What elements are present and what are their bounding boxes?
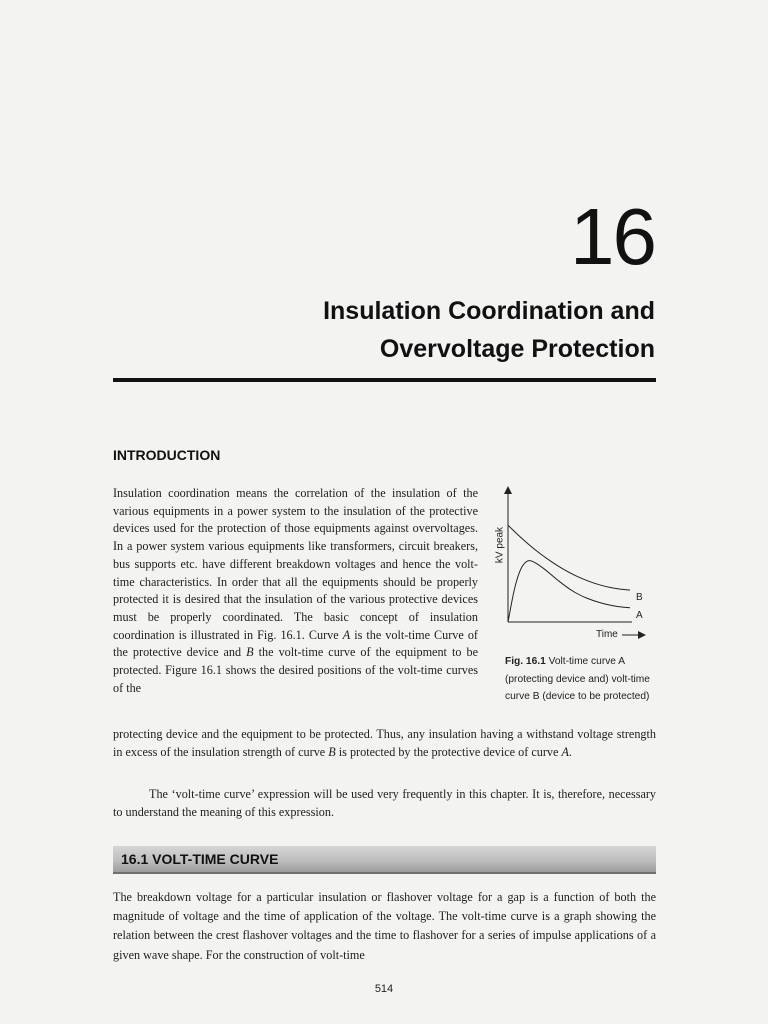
section-16-1-heading: 16.1 VOLT-TIME CURVE bbox=[121, 851, 279, 867]
intro-text-curve-mid: is the volt-time Curve of the protective device and bbox=[113, 627, 478, 660]
curve-b-ref-2: B bbox=[328, 744, 336, 759]
section-16-1-paragraph: The breakdown voltage for a particular insulation or flashover voltage for a gap is a function of both the magnitude of voltage and the time of application of the voltage. The volt-time curve is a graph showing the relation between the crest flashover voltages and the time to flashover for a series of impulse applications of a given wave shape. For the construction of volt-time bbox=[113, 890, 656, 962]
x-axis-label: Time bbox=[596, 629, 618, 640]
chapter-title-line-1: Insulation Coordination and bbox=[323, 297, 655, 325]
curve-b-ref: B bbox=[246, 645, 254, 660]
introduction-paragraph-1 bbox=[113, 485, 478, 697]
curve-a-ref-2: A bbox=[561, 744, 569, 759]
chapter-number: 16 bbox=[570, 192, 655, 281]
introduction-paragraph-2: The ‘volt-time curve’ expression will be used very frequently in this chapter. It is, therefore, necessary to understand the meaning of this expression. bbox=[113, 787, 656, 819]
chapter-title-line-2: Overvoltage Protection bbox=[379, 335, 655, 363]
intro-cont-text-mid: is protected by the protective device of curve bbox=[335, 744, 562, 759]
volt-time-chart bbox=[490, 484, 656, 654]
curve-a-label: A bbox=[636, 610, 643, 621]
title-rule bbox=[113, 378, 656, 382]
y-axis-label: kV peak bbox=[494, 526, 506, 564]
introduction-paragraph-1-continued bbox=[113, 726, 656, 761]
intro-text: Insulation coordination means the correlation of the insulation of the various equipments in a power system to the insulation of the protective devices used for the protection of those equipments against overvoltages. In a power system various equipments like transformers, circuit breakers, bus supports etc. have different breakdown voltages and hence the volt-time characteristics. In order that all the equipments should be properly protected it is desired that the insulation of the various protective devices must be properly coordinated. The basic concept of insulation coordination is illustrated in Fig. 16.1. bbox=[113, 486, 478, 642]
page-number: 514 bbox=[374, 983, 394, 995]
chapter-title bbox=[135, 292, 655, 368]
figure-16-1 bbox=[490, 484, 656, 654]
intro-text-curve-b-post: the volt-time curve of the equipment to be protected. Figure 16.1 shows the desired positions of the volt-time curves of the bbox=[113, 645, 478, 695]
intro-cont-text-pre: protecting device and the equipment to be protected. Thus, any insulation having a withstand voltage strength in excess of the insulation strength of curve bbox=[113, 727, 656, 759]
curve-a bbox=[508, 561, 630, 622]
curve-b-label: B bbox=[636, 592, 643, 603]
introduction-heading: INTRODUCTION bbox=[113, 447, 221, 463]
figure-ref: Fig. 16.1 bbox=[505, 656, 546, 667]
intro-cont-text-end: . bbox=[568, 744, 572, 759]
figure-caption bbox=[505, 653, 655, 706]
section-heading-bar bbox=[113, 846, 656, 874]
figure-caption-text: Volt-time curve A (protecting device and) volt-time curve B (device to be protected) bbox=[505, 656, 650, 702]
intro-text-curve-a-pre: Curve bbox=[308, 627, 343, 642]
curve-a-ref: A bbox=[342, 627, 351, 642]
curve-b bbox=[508, 525, 630, 590]
